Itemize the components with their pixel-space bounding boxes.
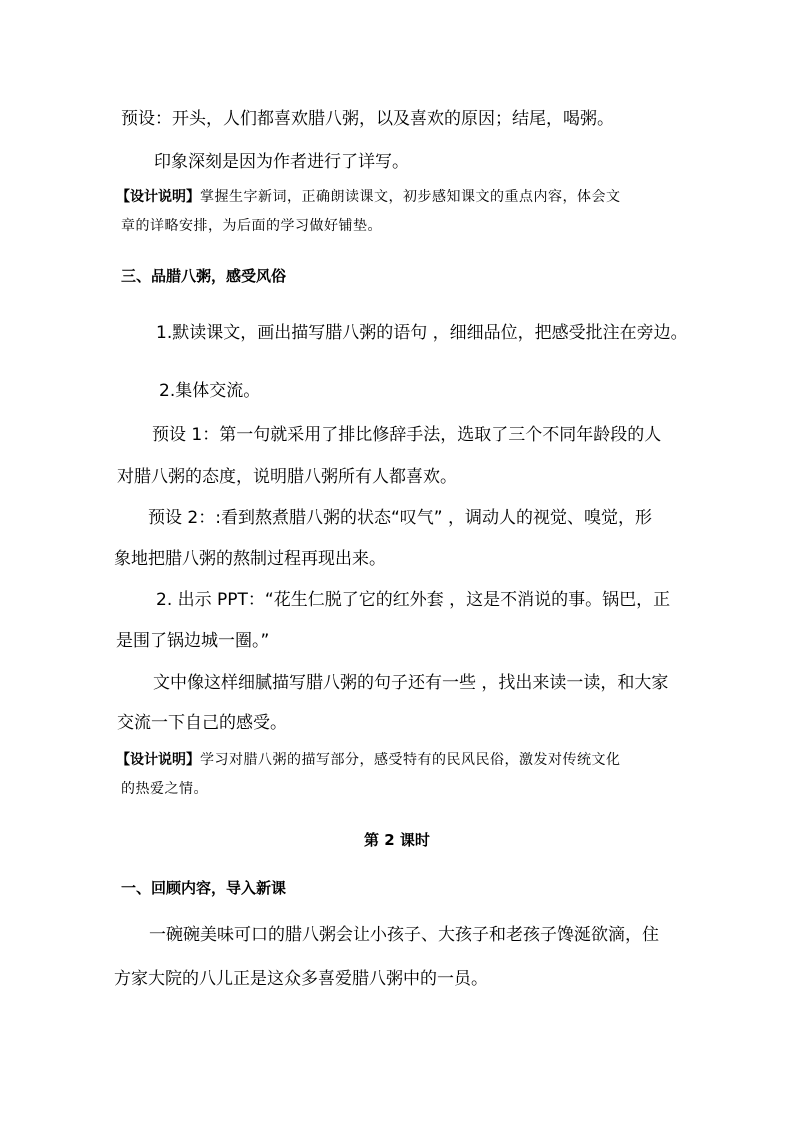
design-note-line: 的热爱之情。 (121, 781, 208, 797)
design-note-text: 掌握生字新词，正确朗读课文，初步感知课文的重点内容，体会文 (200, 189, 621, 205)
design-note-line (116, 748, 621, 772)
paragraph-line: 交流一下自己的感受。 (117, 713, 287, 733)
paragraph-line: 一碗碗美味可口的腊八粥会让小孩子、大孩子和老孩子馋涎欲滴，住 (149, 925, 659, 945)
design-note-label: 【设计说明】 (116, 189, 200, 205)
paragraph-line: 文中像这样细腻描写腊八粥的句子还有一些 ，找出来读一读，和大家 (153, 673, 669, 693)
paragraph-line: 对腊八粥的态度，说明腊八粥所有人都喜欢。 (117, 467, 457, 487)
lesson-title: 第 2 课时 (364, 831, 430, 849)
paragraph-line: 2.集体交流。 (159, 381, 261, 401)
section-heading: 一、回顾内容，导入新课 (121, 879, 287, 897)
design-note-line: 章的详略安排，为后面的学习做好铺垫。 (121, 218, 382, 234)
paragraph-line: 预设 1：第一句就采用了排比修辞手法，选取了三个不同年龄段的人 (152, 425, 662, 445)
design-note-text: 学习对腊八粥的描写部分，感受特有的民风民俗，激发对传统文化 (200, 752, 621, 768)
paragraph-line: 印象深刻是因为作者进行了详写。 (154, 152, 409, 172)
section-heading: 三、品腊八粥，感受风俗 (121, 267, 287, 285)
design-note-line (116, 185, 621, 209)
paragraph-line: 预设 2：:看到熬煮腊八粥的状态“叹气” ，调动人的视觉、嗅觉，形 (148, 508, 652, 528)
paragraph-line: 象地把腊八粥的熬制过程再现出来。 (114, 549, 386, 569)
paragraph-line: 2. 出示 PPT：“花生仁脱了它的红外套 ，这是不消说的事。锅巴，正 (156, 590, 671, 610)
paragraph-line: 1.默读课文，画出描写腊八粥的语句 ，细细品位，把感受批注在旁边。 (156, 323, 688, 343)
paragraph-line: 方家大院的八儿正是这众多喜爱腊八粥中的一员。 (114, 969, 488, 989)
paragraph-line: 是围了锅边城一圈。” (116, 631, 270, 651)
paragraph-line: 预设：开头，人们都喜欢腊八粥，以及喜欢的原因；结尾，喝粥。 (121, 109, 614, 129)
design-note-label: 【设计说明】 (116, 752, 200, 768)
